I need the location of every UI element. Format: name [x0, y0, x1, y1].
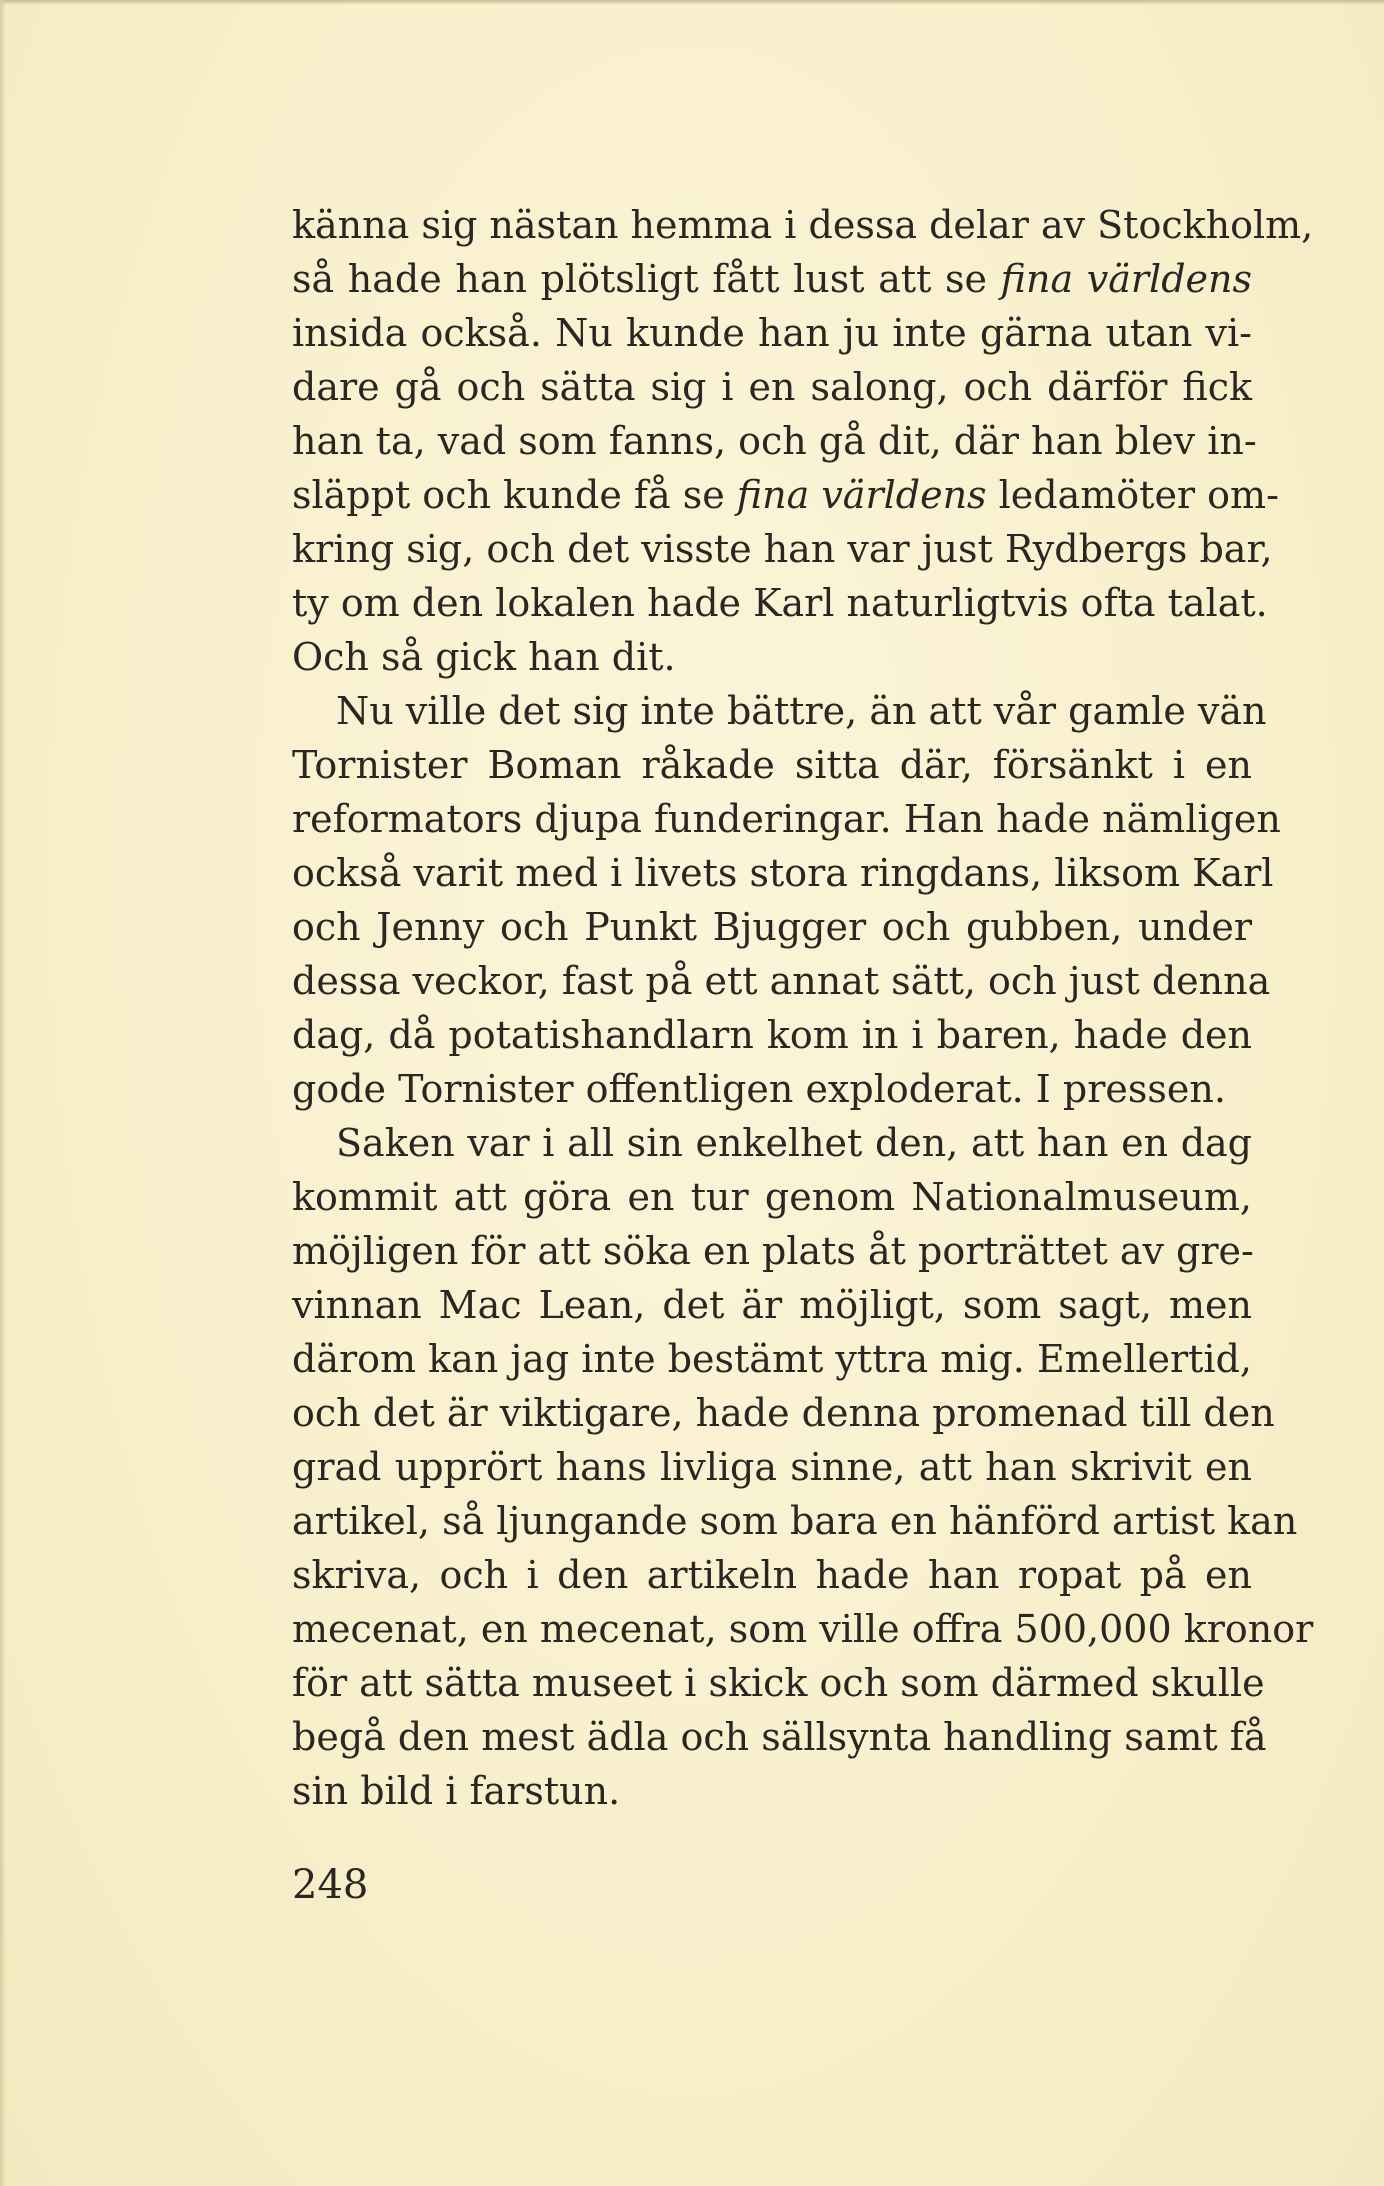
text-line: artikel, så ljungande som bara en hänförd artist kan	[292, 1499, 1298, 1543]
paragraph	[292, 684, 1281, 1116]
page-top-edge	[0, 0, 1384, 5]
text-line: också varit med i livets stora ringdans, liksom Karl	[292, 851, 1274, 895]
text-line: dessa veckor, fast på ett annat sätt, och just denna	[292, 959, 1271, 1003]
text-line: gode Tornister offentligen exploderat. I pressen.	[292, 1067, 1226, 1111]
text-line: Tornister Boman råkade sitta där, försänkt i en	[292, 743, 1252, 787]
italic-text: fina världens	[736, 473, 987, 517]
page-left-edge	[0, 0, 6, 2186]
text-line	[292, 252, 1252, 306]
text-line: mecenat, en mecenat, som ville offra 500,000 kronor	[292, 1607, 1314, 1651]
text-line: Saken var i all sin enkelhet den, att han en dag	[336, 1121, 1252, 1165]
text-line: reformators djupa funderingar. Han hade nämligen	[292, 797, 1281, 841]
text-line: ty om den lokalen hade Karl naturligtvis ofta talat.	[292, 581, 1268, 625]
text-line: därom kan jag inte bestämt yttra mig. Emellertid,	[292, 1337, 1252, 1381]
text-line: kommit att göra en tur genom Nationalmuseum,	[292, 1175, 1252, 1219]
text-line: begå den mest ädla och sällsynta handling samt få	[292, 1715, 1267, 1759]
text-line: han ta, vad som fanns, och gå dit, där han blev in-	[292, 419, 1257, 463]
text-line: för att sätta museet i skick och som därmed skulle	[292, 1661, 1265, 1705]
text-line: möjligen för att söka en plats åt porträttet av gre-	[292, 1229, 1254, 1273]
text-line: insida också. Nu kunde han ju inte gärna utan vi-	[292, 311, 1252, 355]
italic-text: fina världens	[1000, 257, 1252, 301]
text-segment: ledamöter om-	[986, 473, 1279, 517]
text-line: dag, då potatishandlarn kom in i baren, hade den	[292, 1013, 1252, 1057]
text-line: Nu ville det sig inte bättre, än att vår gamle vän	[336, 689, 1267, 733]
page-number: 248	[292, 1862, 369, 1908]
text-segment: släppt och kunde få se	[292, 473, 737, 517]
text-line: kring sig, och det visste han var just Rydbergs bar,	[292, 527, 1273, 571]
text-line: och det är viktigare, hade denna promenad till den	[292, 1391, 1275, 1435]
text-segment: så hade han plötsligt fått lust att se	[292, 257, 1001, 301]
text-line: vinnan Mac Lean, det är möjligt, som sagt, men	[292, 1283, 1252, 1327]
body-text	[292, 198, 1314, 1818]
text-line: och Jenny och Punkt Bjugger och gubben, under	[292, 905, 1252, 949]
text-line: dare gå och sätta sig i en salong, och därför fick	[292, 365, 1252, 409]
paragraph	[292, 1116, 1314, 1818]
text-line: skriva, och i den artikeln hade han ropat på en	[292, 1553, 1252, 1597]
text-line: känna sig nästan hemma i dessa delar av Stockholm,	[292, 203, 1314, 247]
text-line: sin bild i farstun.	[292, 1769, 621, 1813]
text-line: grad upprört hans livliga sinne, att han skrivit en	[292, 1445, 1252, 1489]
paragraph	[292, 198, 1314, 684]
text-line	[292, 468, 1279, 522]
text-line: Och så gick han dit.	[292, 635, 676, 679]
